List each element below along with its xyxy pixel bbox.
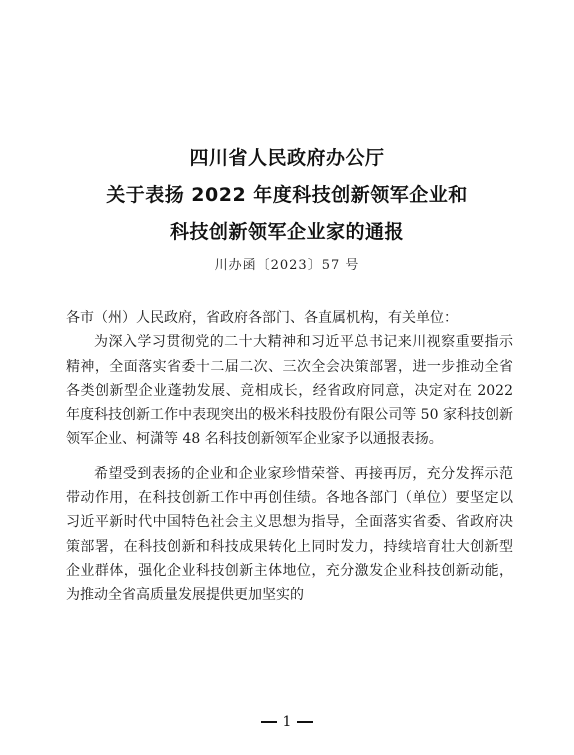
document-title-issuer: 四川省人民政府办公厅 [189, 147, 385, 169]
page-number [0, 714, 574, 730]
body-paragraph-1: 为深入学习贯彻党的二十大精神和习近平总书记来川视察重要指示精神，全面落实省委十二届二次、三次全会决策部署，进一步推动全省各类创新型企业蓬勃发展、竞相成长，经省政府同意，决定对在 2022 年度科技创新工作中表现突出的极米科技股份有限公司等 50 家科技创新领军企业、柯潇等 48 名科技创新领军企业家予以通报表扬。 [66, 334, 513, 448]
document-title-subject-line2: 科技创新领军企业家的通报 [169, 221, 404, 243]
document-title-subject-line1: 关于表扬 2022 年度科技创新领军企业和 [106, 184, 468, 206]
document-body [66, 306, 513, 608]
document-number: 川办函〔2023〕57 号 [214, 258, 360, 273]
page-number-dash-right [297, 721, 313, 723]
page-number-dash-left [261, 721, 277, 723]
body-paragraph-2: 希望受到表扬的企业和企业家珍惜荣誉、再接再厉，充分发挥示范带动作用，在科技创新工作中再创佳绩。各地各部门（单位）要坚定以习近平新时代中国特色社会主义思想为指导，全面落实省委、省政府决策部署，在科技创新和科技成果转化上同时发力，持续培育壮大创新型企业群体，强化企业科技创新主体地位，充分激发企业科技创新动能，为推动全省高质量发展提供更加坚实的 [66, 465, 513, 604]
salutation: 各市（州）人民政府，省政府各部门、各直属机构，有关单位： [66, 310, 458, 326]
page-number-value: 1 [282, 714, 292, 730]
